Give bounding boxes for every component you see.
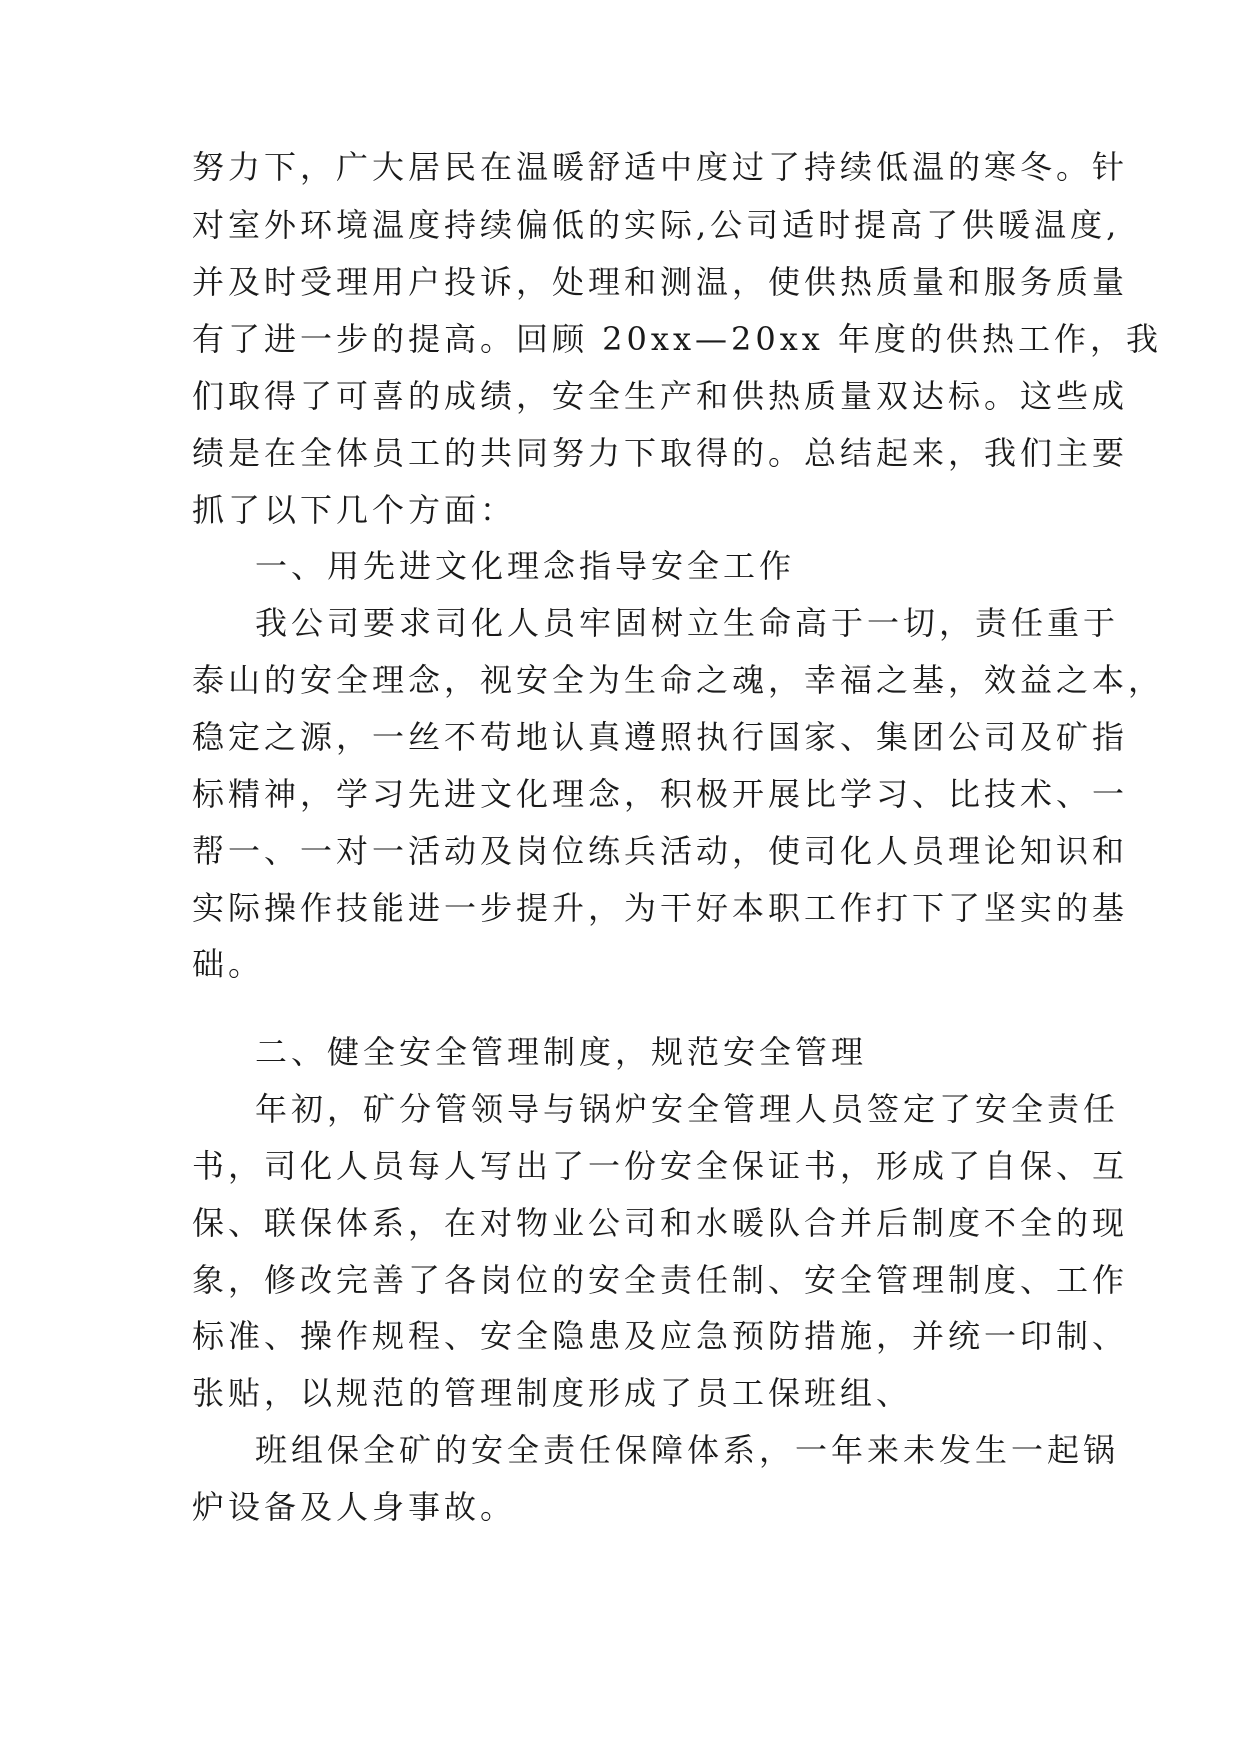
- paragraph-line: 泰山的安全理念，视安全为生命之魂，幸福之基，效益之本，: [192, 661, 1165, 699]
- paragraph-line: 张贴，以规范的管理制度形成了员工保班组、: [192, 1374, 913, 1412]
- paragraph-line: 书，司化人员每人写出了一份安全保证书，形成了自保、互: [192, 1147, 1129, 1185]
- paragraph-line: 抓了以下几个方面：: [192, 491, 517, 529]
- paragraph-line: 年初，矿分管领导与锅炉安全管理人员签定了安全责任: [255, 1090, 1120, 1128]
- paragraph-line: 绩是在全体员工的共同努力下取得的。总结起来，我们主要: [192, 434, 1129, 472]
- paragraph-line: 们取得了可喜的成绩，安全生产和供热质量双达标。这些成: [192, 377, 1129, 415]
- paragraph-line: 标精神，学习先进文化理念，积极开展比学习、比技术、一: [192, 775, 1129, 813]
- paragraph-line: 础。: [192, 945, 265, 983]
- paragraph-line: 帮一、一对一活动及岗位练兵活动，使司化人员理论知识和: [192, 832, 1129, 870]
- paragraph-line: 保、联保体系，在对物业公司和水暖队合并后制度不全的现: [192, 1204, 1129, 1242]
- section-heading: 一、用先进文化理念指导安全工作: [255, 547, 796, 585]
- section-heading: 二、健全安全管理制度，规范安全管理: [255, 1033, 868, 1071]
- paragraph-line: 象，修改完善了各岗位的安全责任制、安全管理制度、工作: [192, 1261, 1129, 1299]
- paragraph-line: 炉设备及人身事故。: [192, 1488, 517, 1526]
- paragraph-line: 实际操作技能进一步提升，为干好本职工作打下了坚实的基: [192, 889, 1129, 927]
- paragraph-line: 并及时受理用户投诉，处理和测温，使供热质量和服务质量: [192, 263, 1129, 301]
- paragraph-line: 我公司要求司化人员牢固树立生命高于一切，责任重于: [255, 604, 1120, 642]
- paragraph-line: 班组保全矿的安全责任保障体系，一年来未发生一起锅: [255, 1431, 1120, 1469]
- paragraph-line: 对室外环境温度持续偏低的实际,公司适时提高了供暖温度,: [192, 206, 1121, 244]
- paragraph-line: 有了进一步的提高。回顾 20xx—20xx 年度的供热工作，我: [192, 320, 1162, 358]
- paragraph-line: 稳定之源，一丝不苟地认真遵照执行国家、集团公司及矿指: [192, 718, 1129, 756]
- paragraph-line: 努力下，广大居民在温暖舒适中度过了持续低温的寒冬。针: [192, 148, 1129, 186]
- paragraph-line: 标准、操作规程、安全隐患及应急预防措施，并统一印制、: [192, 1317, 1129, 1355]
